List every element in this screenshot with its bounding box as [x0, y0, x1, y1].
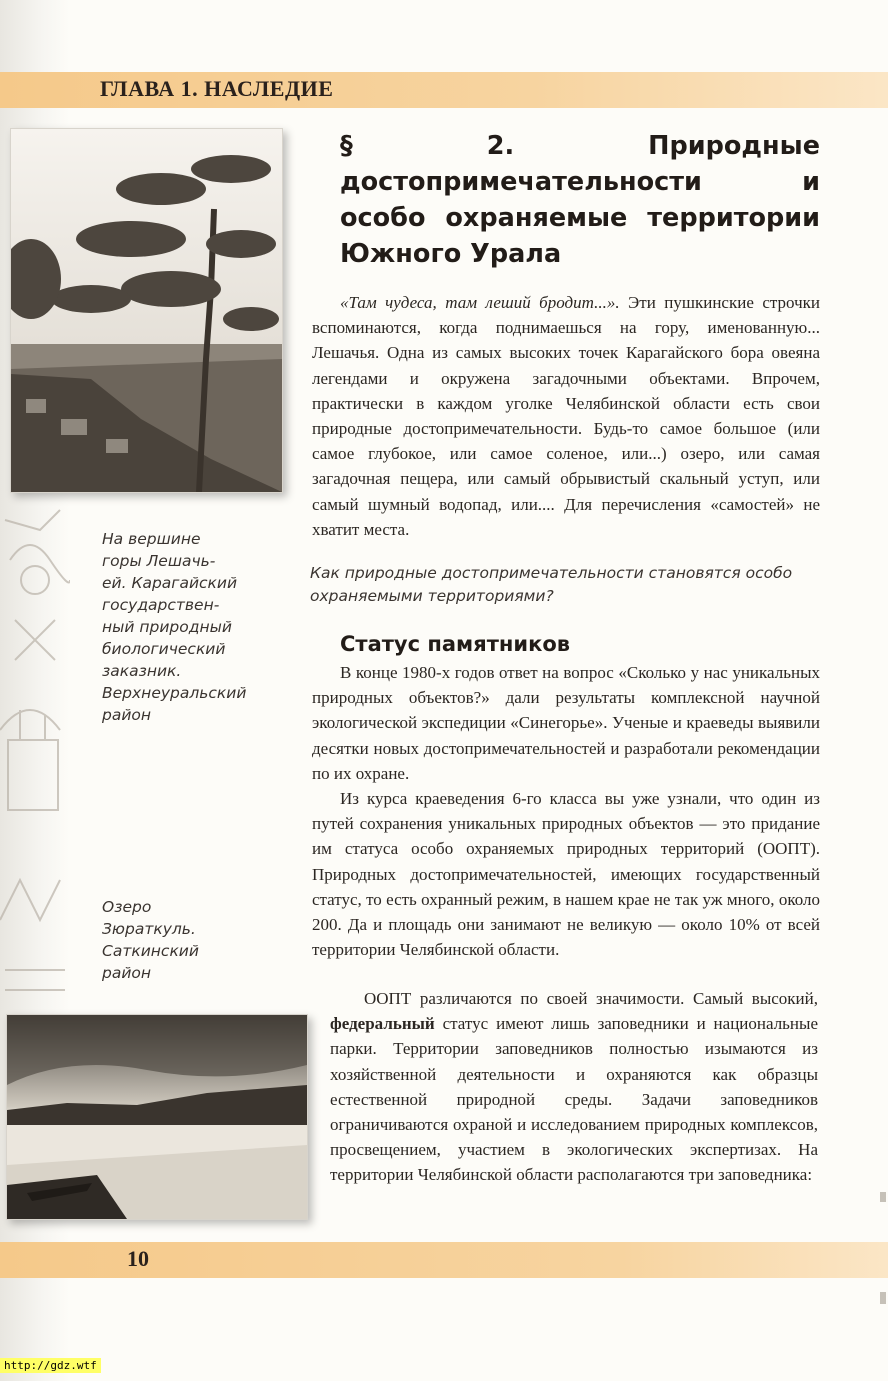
photo-leshachya-mountain [10, 128, 283, 493]
watermark-link[interactable]: http://gdz.wtf [0, 1358, 101, 1373]
federal-term: федеральный [330, 1014, 435, 1034]
paragraph-1: В конце 1980-х годов ответ на вопрос «Сколько у нас уникальных природных объектов?» дали результаты комплексной научной экологической экспедиции «Синегорье». Ученые и краеведы выявили десятки новых достопримечательностей и разработали рекомендации по их охране. [312, 663, 820, 783]
paragraph-3: ООПТ различаются по своей значимости. Самый высокий, федеральный статус имеют лишь заповедники и национальные парки. Территории заповедников полностью изымаются из хозяйственной деятельности и охраняются как образцы естественной природной среды. Задачи заповедников ограничиваются охраной и исследованием природных комплексов, просвещением, участием в экологических экспертизах. На территории Челябинской области располагаются три заповедника: [330, 989, 818, 1185]
photo1-caption: На вершине горы Лешачь- ей. Карагайский государствен- ный природный биологический заказник. Верхнеуральский район [102, 530, 247, 724]
chapter-title: ГЛАВА 1. НАСЛЕДИЕ [100, 76, 334, 101]
subsection-heading: Статус памятников [340, 632, 571, 656]
intro-text: Эти пушкинские строчки вспоминаются, когда поднимаешься на гору, именованную... Лешачья. Одна из самых высоких точек Карагайского бора овеяна легендами и окружена загадочными объектами. Впрочем, практически в каждом уголке Челябинской области есть свои природные достопримечательности. Будь-то самое большое (или самое глубокое, или самое соленое, или...) озеро, или самая загадочная пещера, или самый обрывистый скальный уступ, или самый шумный водопад, или.... Для перечисления «самостей» не хватит места. [312, 293, 820, 539]
status-paragraphs [312, 660, 820, 962]
pushkin-quote: «Там чудеса, там леший бродит...». [340, 293, 620, 312]
intro-paragraph [312, 290, 820, 542]
photo2-caption: Озеро Зюраткуль. Саткинский район [102, 898, 199, 982]
scan-mark [880, 1192, 886, 1202]
decorative-historic-drawings [0, 500, 70, 1020]
scan-mark [880, 1292, 886, 1304]
section-title: § 2. Природные достопримечательности и особо охраняемые территории Южного Урала [340, 131, 820, 269]
photo-lake-zyuratkul [6, 1014, 308, 1220]
key-question: Как природные достопримечательности становятся особо охраняемыми территориями? [310, 564, 793, 605]
paragraph-2: Из курса краеведения 6-го класса вы уже узнали, что один из путей сохранения уникальных природных объектов — это придание им статуса особо охраняемых природных территорий (ООПТ). Природных достопримечательностей, имеющих государственный статус, то есть охранный режим, в нашем крае не так уж много, около 200. Да и площадь они занимают не великую — около 10% от всей территории Челябинской области. [312, 789, 820, 960]
page-number: 10 [127, 1246, 149, 1271]
